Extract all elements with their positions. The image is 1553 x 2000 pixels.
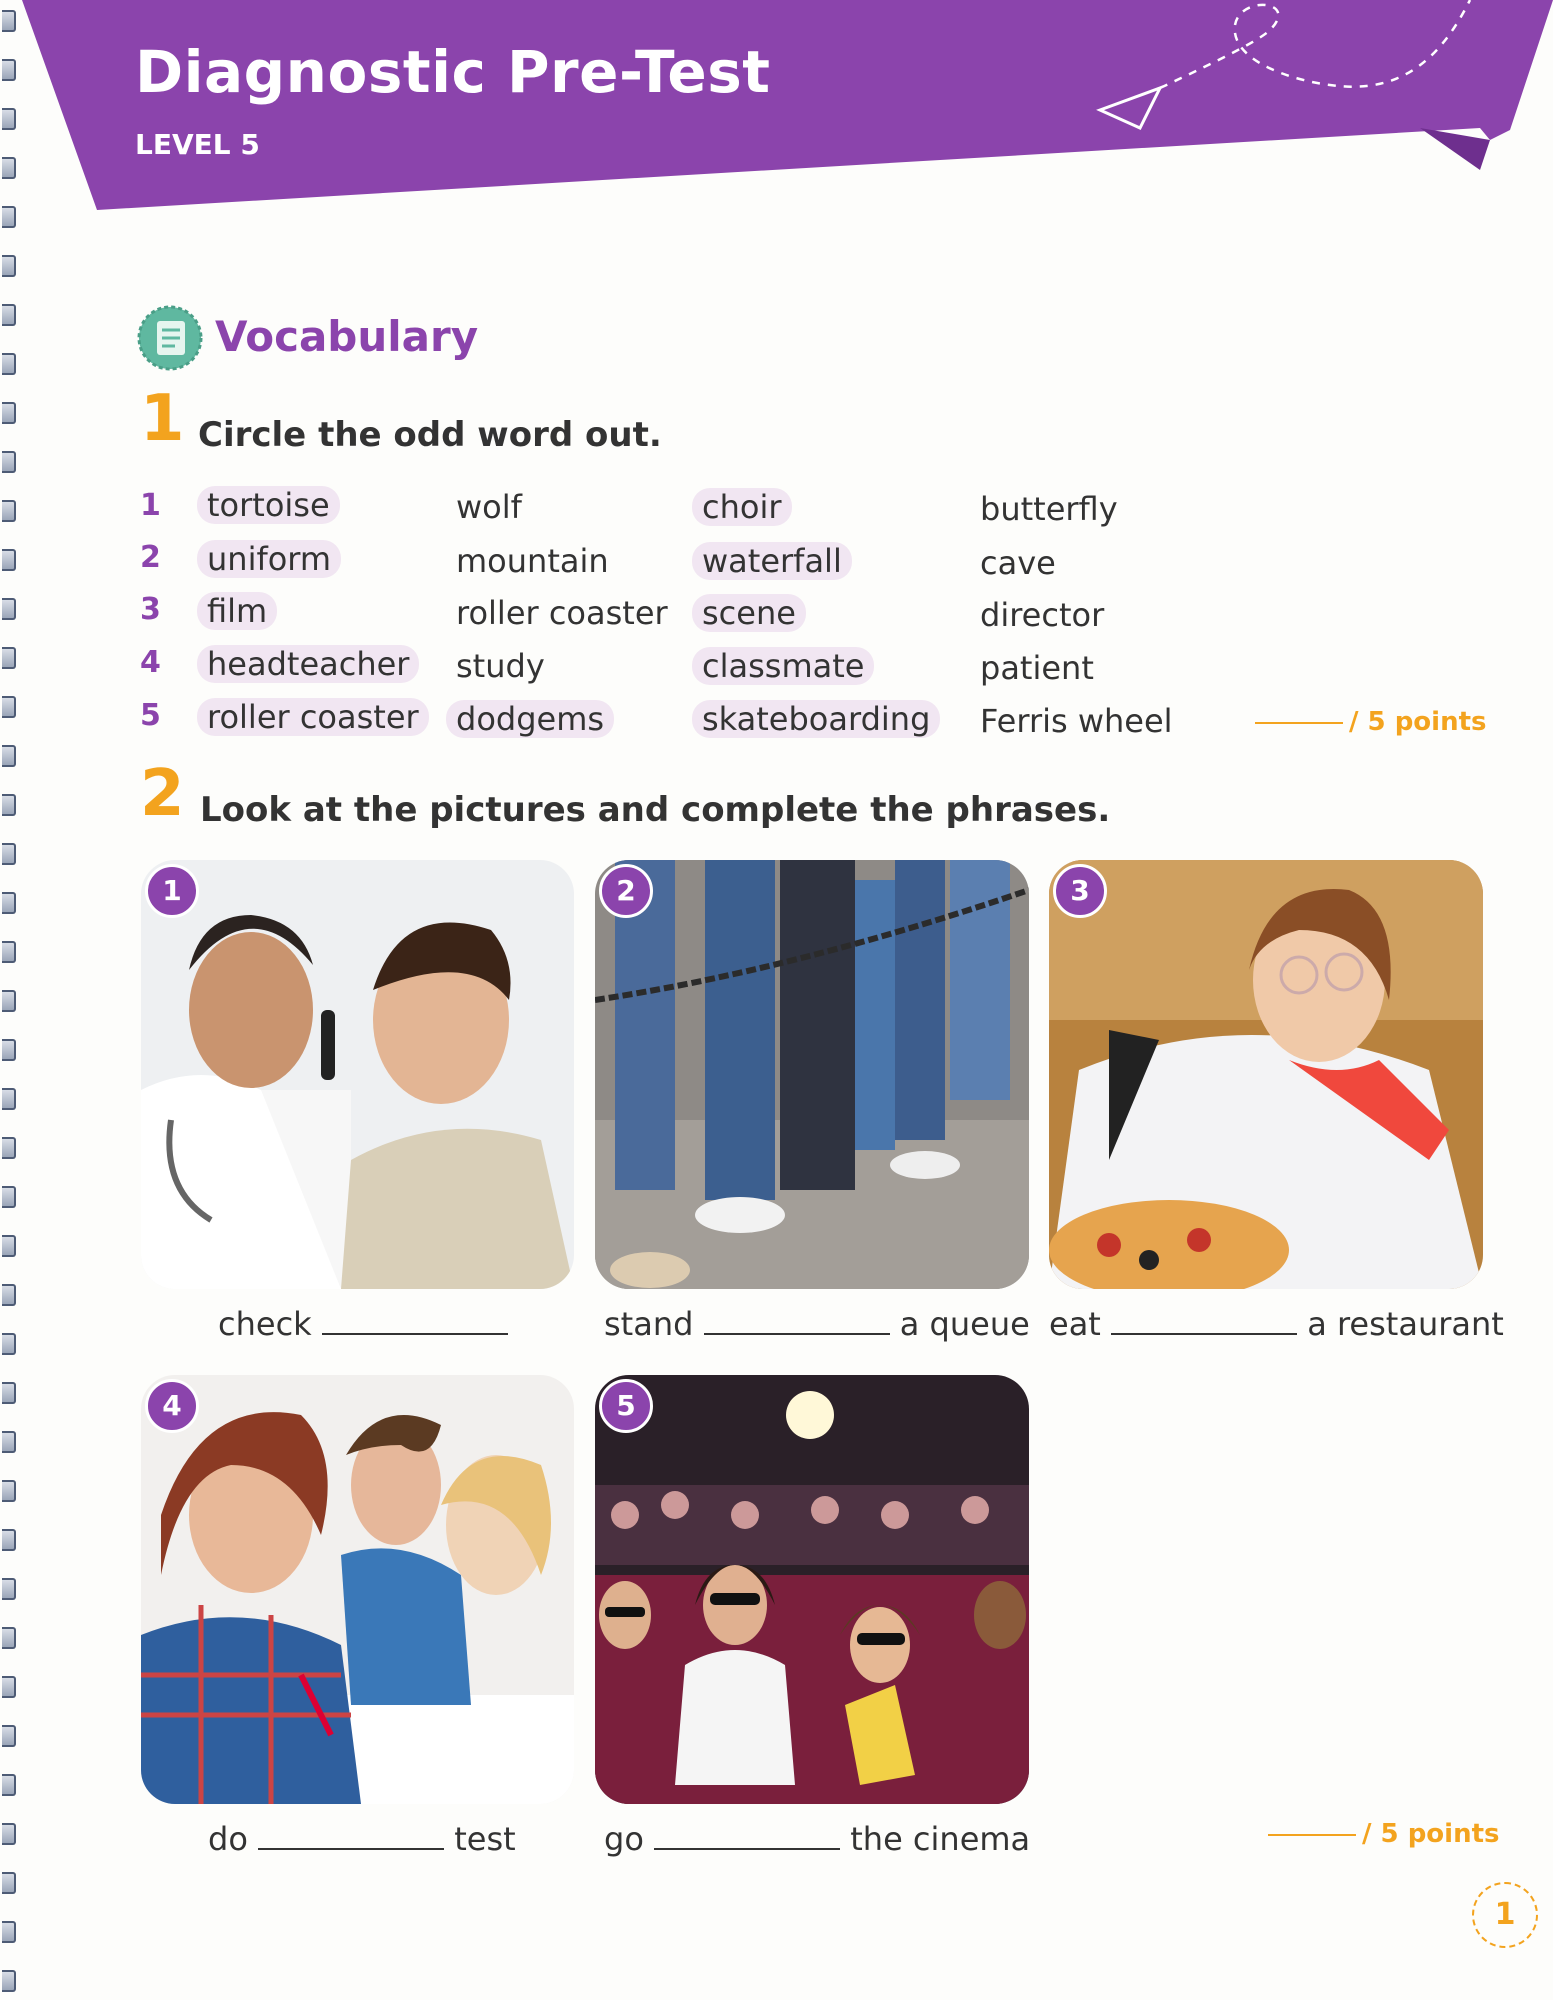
binding-ring [2,647,16,669]
picture-number-badge: 2 [599,864,653,918]
answer-blank[interactable] [322,1311,508,1335]
word-option[interactable]: tortoise [197,486,340,524]
binding-ring [2,1578,16,1600]
word-option[interactable]: headteacher [197,645,419,683]
binding-ring [2,843,16,865]
phrase-after: a restaurant [1307,1305,1504,1343]
binding-ring [2,1088,16,1110]
binding-ring [2,1431,16,1453]
phrase-4 [208,1820,516,1858]
phrase-before: eat [1049,1305,1101,1343]
exercise-instruction: Look at the pictures and complete the phrases. [200,790,1111,830]
binding-ring [2,598,16,620]
binding-ring [2,1480,16,1502]
spiral-binding [0,0,22,2000]
binding-ring [2,500,16,522]
phrase-3 [1049,1305,1504,1343]
word-option[interactable]: choir [692,488,792,526]
binding-ring [2,1333,16,1355]
phrase-before: go [604,1820,644,1858]
binding-ring [2,1823,16,1845]
picture-number-badge: 5 [599,1379,653,1433]
page-title: Diagnostic Pre-Test [135,38,771,106]
row-number: 4 [140,645,161,680]
header-banner [0,0,1553,215]
word-option[interactable]: roller coaster [456,594,668,632]
binding-ring [2,1382,16,1404]
binding-ring [2,1186,16,1208]
word-option[interactable]: mountain [456,542,609,580]
word-option[interactable]: study [456,647,545,685]
binding-ring [2,1039,16,1061]
word-option[interactable]: cave [980,544,1056,582]
binding-ring [2,745,16,767]
binding-ring [2,304,16,326]
binding-ring [2,1676,16,1698]
word-option[interactable]: patient [980,649,1094,687]
exercise-instruction: Circle the odd word out. [198,415,662,455]
binding-ring [2,353,16,375]
binding-ring [2,1921,16,1943]
binding-ring [2,1529,16,1551]
photo-cinema-audience [595,1375,1029,1804]
score-label: / 5 points [1349,707,1487,737]
word-option[interactable]: uniform [197,540,341,578]
answer-blank[interactable] [1111,1311,1297,1335]
phrase-before: stand [604,1305,694,1343]
binding-ring [2,1970,16,1992]
phrase-5 [604,1820,1030,1858]
binding-ring [2,1872,16,1894]
word-option[interactable]: butterfly [980,490,1118,528]
word-option[interactable]: scene [692,594,806,632]
word-option[interactable]: classmate [692,647,874,685]
score-label: / 5 points [1362,1819,1500,1849]
phrase-before: do [208,1820,248,1858]
word-option[interactable]: dodgems [446,700,614,738]
answer-blank[interactable] [654,1826,840,1850]
phrase-after: test [454,1820,516,1858]
binding-ring [2,1627,16,1649]
binding-ring [2,1235,16,1257]
binding-ring [2,1284,16,1306]
page-number: 1 [1472,1882,1538,1948]
row-number: 1 [140,488,161,523]
binding-ring [2,1725,16,1747]
binding-ring [2,892,16,914]
word-option[interactable]: director [980,596,1105,634]
photo-queue [595,860,1029,1289]
photo-students-test [141,1375,574,1804]
binding-ring [2,255,16,277]
photo-doctor-ear-check [141,860,574,1289]
vocabulary-icon [137,305,203,375]
phrase-before: check [218,1305,312,1343]
word-option[interactable]: waterfall [692,542,852,580]
word-option[interactable]: film [197,592,277,630]
picture-number-badge: 4 [145,1379,199,1433]
binding-ring [2,1774,16,1796]
binding-ring [2,451,16,473]
answer-blank[interactable] [704,1311,890,1335]
binding-ring [2,941,16,963]
phrase-1 [218,1305,508,1343]
row-number: 3 [140,592,161,627]
level-label: LEVEL 5 [135,128,260,161]
exercise-number: 2 [140,757,185,831]
picture-number-badge: 1 [145,864,199,918]
binding-ring [2,549,16,571]
row-number: 2 [140,540,161,575]
exercise-number: 1 [140,382,185,456]
word-option[interactable]: roller coaster [197,698,429,736]
phrase-2 [604,1305,1030,1343]
score-field[interactable] [1255,707,1487,737]
picture-number-badge: 3 [1053,864,1107,918]
phrase-after: the cinema [850,1820,1031,1858]
binding-ring [2,402,16,424]
score-field[interactable] [1268,1819,1500,1849]
phrase-after: a queue [899,1305,1030,1343]
binding-ring [2,696,16,718]
word-option[interactable]: Ferris wheel [980,702,1173,740]
word-option[interactable]: skateboarding [692,700,940,738]
answer-blank[interactable] [258,1826,444,1850]
section-title-vocabulary: Vocabulary [215,312,479,361]
word-option[interactable]: wolf [456,488,522,526]
row-number: 5 [140,698,161,733]
binding-ring [2,1137,16,1159]
binding-ring [2,794,16,816]
photo-girl-eating-pizza [1049,860,1483,1289]
binding-ring [2,990,16,1012]
